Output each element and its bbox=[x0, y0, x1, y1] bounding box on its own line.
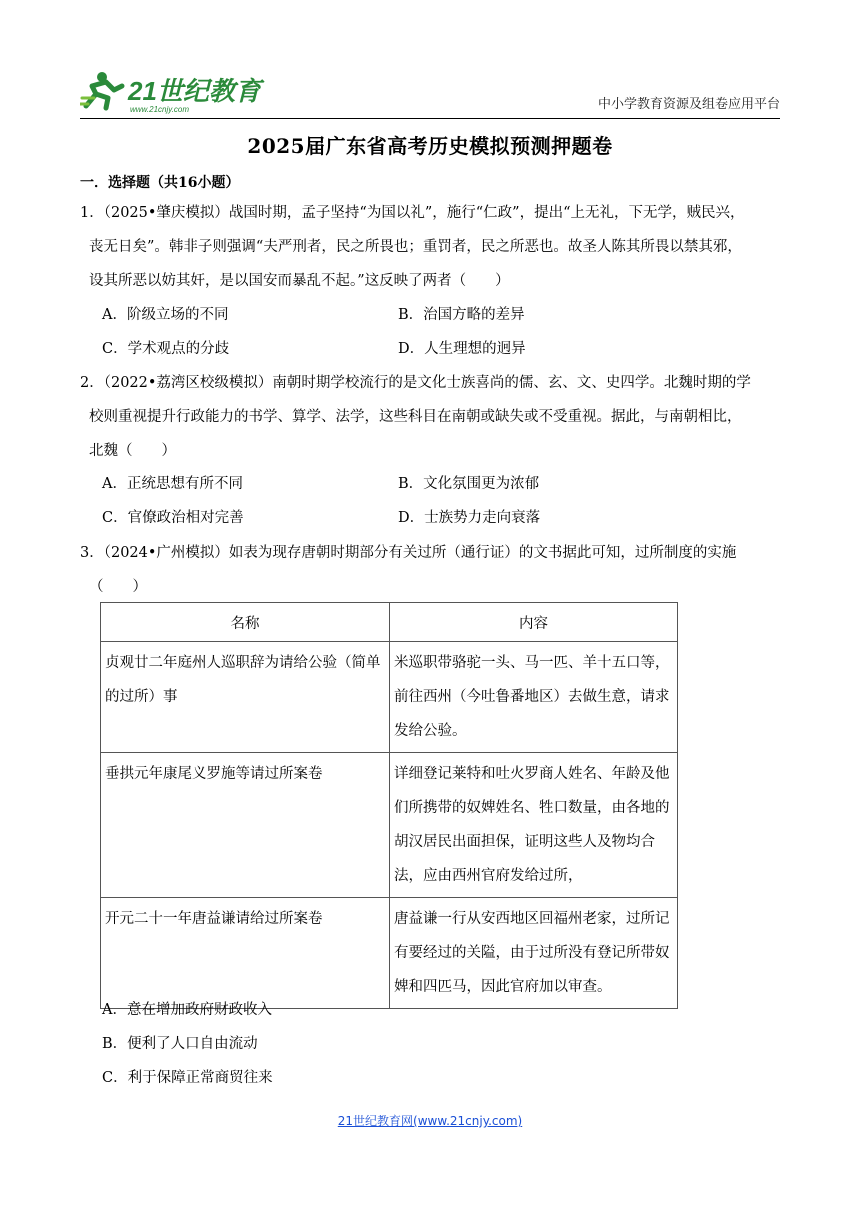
table-cell: 开元二十一年唐益谦请给过所案卷 bbox=[101, 898, 390, 1009]
table-row bbox=[101, 753, 678, 898]
question-1-options bbox=[102, 298, 782, 366]
logo-subtext: www.21cnjy.com bbox=[130, 105, 189, 114]
runner-logo-icon bbox=[80, 68, 280, 114]
header-divider bbox=[80, 118, 780, 119]
question-3-options bbox=[102, 993, 782, 1095]
column-header-content: 内容 bbox=[390, 603, 678, 642]
option-b[interactable]: B．治国方略的差异 bbox=[398, 307, 525, 323]
question-line: 设其所恶以妨其奸，是以国安而暴乱不起。”这反映了两者（ ） bbox=[89, 273, 510, 289]
question-1 bbox=[80, 196, 780, 298]
question-2 bbox=[80, 366, 780, 468]
question-line: 丧无日矣”。韩非子则强调“夫严刑者，民之所畏也；重罚者，民之所恶也。故圣人陈其所畏以禁其邪， bbox=[89, 239, 742, 255]
question-line: （ ） bbox=[89, 579, 147, 595]
question-2-options bbox=[102, 467, 782, 535]
platform-name: 中小学教育资源及组卷应用平台 bbox=[597, 97, 780, 112]
table-cell: 垂拱元年康尾义罗施等请过所案卷 bbox=[101, 753, 390, 898]
passport-table bbox=[100, 602, 678, 1009]
option-a[interactable]: A．意在增加政府财政收入 bbox=[102, 1002, 272, 1018]
option-a[interactable]: A．正统思想有所不同 bbox=[102, 476, 243, 492]
option-b[interactable]: B．文化氛围更为浓郁 bbox=[398, 476, 540, 492]
table-cell: 详细登记莱特和吐火罗商人姓名、年龄及他们所携带的奴婢姓名、牲口数量，由各地的胡汉居民出面担保，证明这些人及物均合法，应由西州官府发给过所， bbox=[390, 753, 678, 898]
column-header-name: 名称 bbox=[101, 603, 390, 642]
table-cell: 米巡职带骆驼一头、马一匹、羊十五口等，前往西州（今吐鲁番地区）去做生意，请求发给公验。 bbox=[390, 642, 678, 753]
page-title: 2025届广东省高考历史模拟预测押题卷 bbox=[247, 134, 613, 158]
logo bbox=[80, 68, 280, 114]
option-c[interactable]: C．学术观点的分歧 bbox=[102, 341, 230, 357]
table-row bbox=[101, 898, 678, 1009]
option-c[interactable]: C．利于保障正常商贸往来 bbox=[102, 1070, 273, 1086]
option-c[interactable]: C．官僚政治相对完善 bbox=[102, 510, 244, 526]
option-a[interactable]: A．阶级立场的不同 bbox=[102, 307, 229, 323]
question-line: 校则重视提升行政能力的书学、算学、法学，这些科目在南朝或缺失或不受重视。据此，与南朝相比， bbox=[89, 409, 742, 425]
table-cell: 贞观廿二年庭州人巡职辞为请给公验（简单的过所）事 bbox=[101, 642, 390, 753]
option-b[interactable]: B．便利了人口自由流动 bbox=[102, 1036, 258, 1052]
question-line: 1．（2025•肇庆模拟）战国时期，孟子坚持“为国以礼”，施行“仁政”，提出“上无礼，下无学，贼民兴， bbox=[80, 205, 745, 221]
question-line: 3．（2024•广州模拟）如表为现存唐朝时期部分有关过所（通行证）的文书据此可知，过所制度的实施 bbox=[80, 545, 737, 561]
question-line: 北魏（ ） bbox=[89, 443, 176, 459]
option-d[interactable]: D．人生理想的迥异 bbox=[398, 341, 526, 357]
question-line: 2．（2022•荔湾区校级模拟）南朝时期学校流行的是文化士族喜尚的儒、玄、文、史四学。北魏时期的学 bbox=[80, 375, 751, 391]
option-d[interactable]: D．士族势力走向衰落 bbox=[398, 510, 541, 526]
section-heading: 一．选择题（共16小题） bbox=[80, 175, 240, 191]
page-header bbox=[80, 66, 780, 116]
logo-text: 21世纪教育 bbox=[128, 76, 261, 106]
table-header-row bbox=[101, 603, 678, 642]
footer-link[interactable]: 21世纪教育网(www.21cnjy.com) bbox=[337, 1114, 523, 1128]
table-row bbox=[101, 642, 678, 753]
table-cell: 唐益谦一行从安西地区回福州老家，过所记有要经过的关隘，由于过所没有登记所带奴婢和四匹马，因此官府加以审查。 bbox=[390, 898, 678, 1009]
question-3 bbox=[80, 536, 780, 604]
